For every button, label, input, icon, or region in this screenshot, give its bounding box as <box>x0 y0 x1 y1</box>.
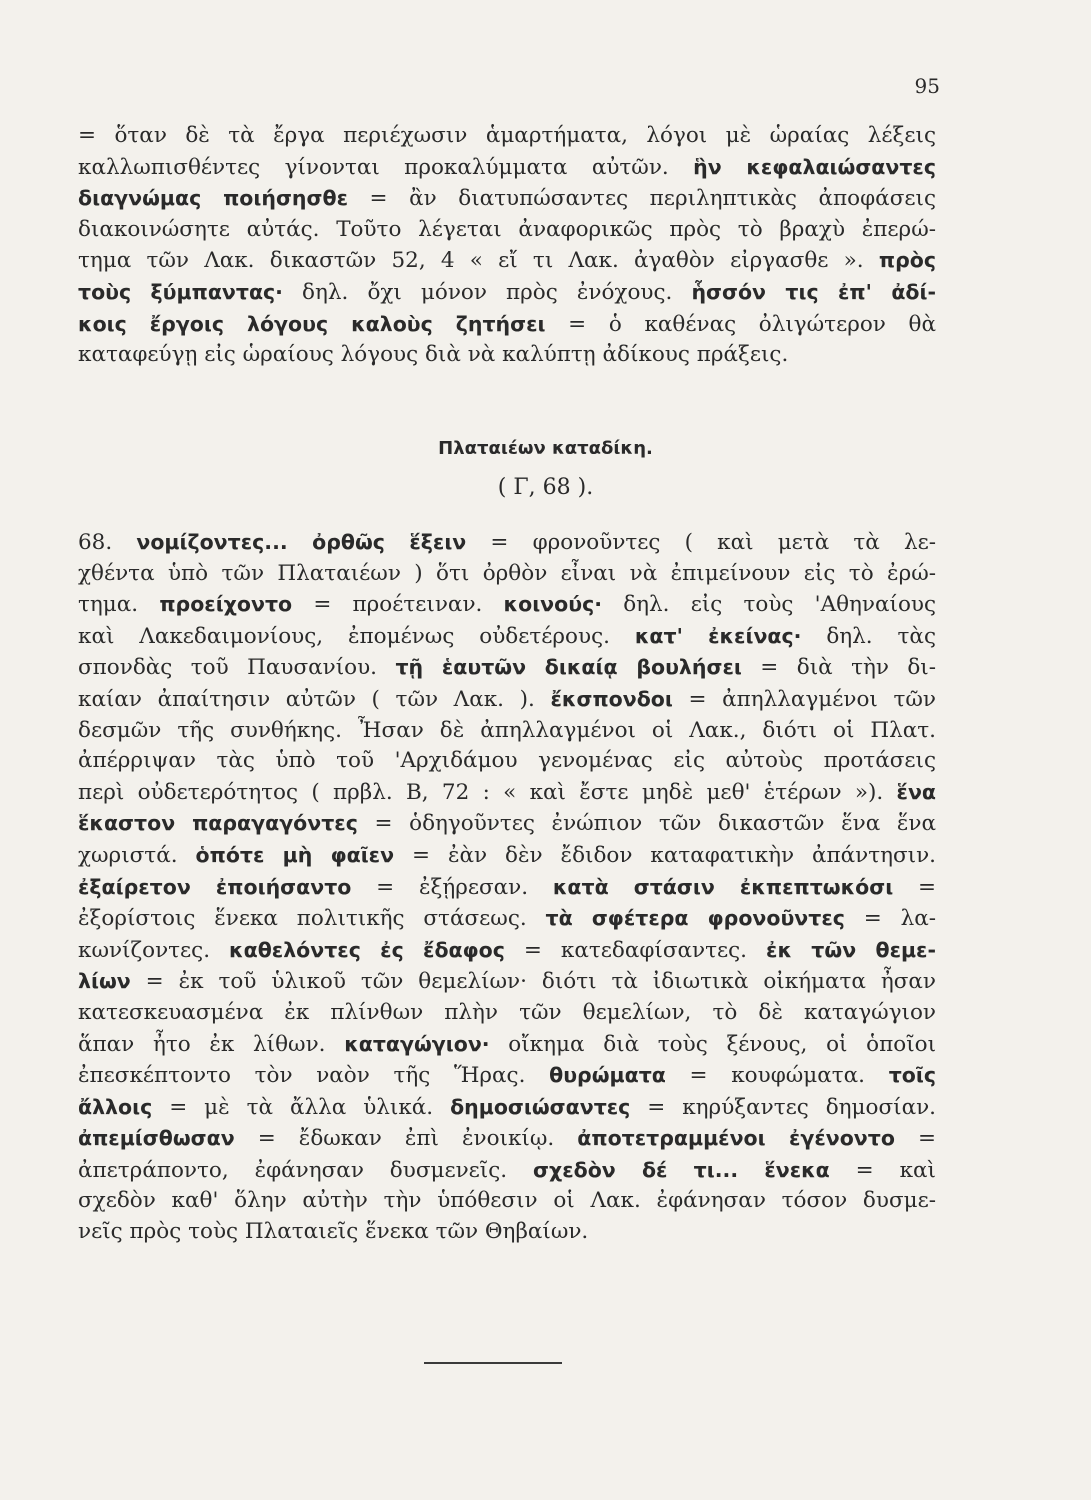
bold-lemma: ἕνα <box>896 779 936 804</box>
bold-lemma: προείχοντο <box>159 592 293 617</box>
text-run: = κατεδαφίσαντες. <box>504 937 767 963</box>
text-run: καίαν ἀπαίτησιν αὐτῶν ( τῶν Λακ. ). <box>78 686 551 712</box>
text-line <box>78 152 936 184</box>
text-run: 68. <box>78 530 137 555</box>
text-run: = ἀπηλλαγμένοι τῶν <box>672 686 936 712</box>
text-run: περὶ οὐδετερότητος ( πρβλ. Β, 72 : « καὶ ἔστε μηδὲ μεθ' ἑτέρων »). <box>78 779 897 805</box>
text-run: = ἂν διατυπώσαντες περιληπτικὰς ἀποφάσεις <box>347 186 936 212</box>
text-run: = ὁδηγοῦντες ἐνώπιον τῶν δικαστῶν ἕνα ἕνα <box>357 811 936 837</box>
text-line <box>78 121 936 152</box>
text-run: = <box>894 1126 936 1152</box>
text-line <box>78 1029 936 1061</box>
text-line <box>78 808 936 840</box>
paragraph-commentary-1 <box>78 121 936 371</box>
bold-lemma: ἀπεμίσθωσαν <box>78 1126 235 1151</box>
text-run: δηλ. τὰς <box>801 623 936 649</box>
bold-lemma: ἧσσόν τις ἐπ' ἀδί- <box>691 279 936 304</box>
text-run: τημα τῶν Λακ. δικαστῶν 52, 4 « εἴ τι Λακ. ἀγαθὸν εἰργασθε ». <box>78 248 879 274</box>
text-run: ἐπεσκέπτοντο τὸν ναὸν τῆς Ἥρας. <box>78 1063 550 1089</box>
text-run: ἀπετράποντο, ἐφάνησαν δυσμενεῖς. <box>78 1157 534 1183</box>
text-line <box>78 903 936 935</box>
bold-lemma: ἀποτετραμμένοι ἐγένοντο <box>577 1126 895 1151</box>
text-line <box>78 684 936 716</box>
bold-lemma: ἕκαστον παραγαγόντες <box>78 811 358 836</box>
text-line <box>78 840 936 872</box>
text-line <box>78 589 936 621</box>
text-line <box>78 777 936 809</box>
page-number: 95 <box>914 74 940 98</box>
text-line <box>78 527 936 559</box>
text-run: = <box>893 874 936 900</box>
text-run: = λα- <box>844 906 936 932</box>
bold-lemma: δημοσιώσαντες <box>450 1094 631 1119</box>
text-line <box>78 621 936 653</box>
text-run: = ἐξῄρεσαν. <box>351 874 553 900</box>
bold-lemma: ἔκσπονδοι <box>550 686 673 711</box>
text-run: ἐξορίστοις ἕνεκα πολιτικῆς στάσεως. <box>78 906 546 932</box>
text-run: νεῖς πρὸς τοὺς Πλαταιεῖς ἕνεκα τῶν Θηβαίων. <box>78 1219 589 1245</box>
text-line <box>78 340 936 371</box>
text-run: καὶ Λακεδαιμονίους, ἐπομένως οὐδετέρους. <box>78 623 635 649</box>
text-line <box>78 559 936 590</box>
bold-lemma: καθελόντες ἐς ἔδαφος <box>229 937 505 962</box>
text-run: δηλ. ὄχι μόνον πρὸς ἐνόχους. <box>282 279 692 305</box>
text-run: δεσμῶν τῆς συνθήκης. Ἦσαν δὲ ἀπηλλαγμένοι οἱ Λακ., διότι οἱ Πλατ. <box>78 717 936 743</box>
text-line <box>78 245 936 277</box>
text-run: = ἐκ τοῦ ὑλικοῦ τῶν θεμελίων· διότι τὰ ἰδιωτικὰ οἰκήματα ἦσαν <box>130 969 936 995</box>
text-run: τημα. <box>78 592 160 618</box>
bold-lemma: καταγώγιον· <box>344 1031 490 1056</box>
text-line <box>78 998 936 1029</box>
text-run: = προέτειναν. <box>292 592 504 618</box>
bold-lemma: κοις ἔργοις λόγους καλοὺς ζητήσει <box>78 311 546 336</box>
text-run: = διὰ τὴν δι- <box>741 655 936 681</box>
text-line <box>78 309 936 341</box>
text-run: δηλ. εἰς τοὺς 'Αθηναίους <box>602 592 936 618</box>
paragraph-commentary-68 <box>78 527 936 1248</box>
bold-lemma: ὁπότε μὴ φαῖεν <box>195 842 395 867</box>
bold-lemma: κατ' ἐκείνας· <box>634 623 802 648</box>
bold-lemma: θυρώματα <box>549 1063 666 1088</box>
text-run: καταφεύγῃ εἰς ὡραίους λόγους διὰ νὰ καλύπτῃ ἀδίκους πράξεις. <box>78 342 789 368</box>
bold-lemma: νομίζοντες... ὀρθῶς ἕξειν <box>136 530 467 554</box>
bold-lemma: ἐξαίρετον ἐποιήσαντο <box>78 874 352 899</box>
bold-lemma: ἣν κεφαλαιώσαντες <box>693 154 936 179</box>
text-run: = ὁ καθένας ὀλιγώτερον θὰ <box>545 311 936 337</box>
text-run: = μὲ τὰ ἄλλα ὑλικά. <box>152 1094 451 1120</box>
bold-lemma: ἐκ τῶν θεμε- <box>766 937 936 962</box>
text-run: κατεσκευασμένα ἐκ πλίνθων πλὴν τῶν θεμελίων, τὸ δὲ καταγώγιον <box>78 999 936 1025</box>
text-line <box>78 215 936 246</box>
text-run: = ἐὰν δὲν ἔδιδον καταφατικὴν ἀπάντησιν. <box>394 842 936 868</box>
text-run: = ἔδωκαν ἐπὶ ἐνοικίῳ. <box>234 1126 578 1152</box>
end-divider <box>424 1362 562 1364</box>
text-run: = κηρύξαντες δημοσίαν. <box>630 1094 936 1120</box>
text-run: καλλωπισθέντες γίνονται προκαλύμματα αὐτῶν. <box>78 154 694 180</box>
text-run: οἴκημα διὰ τοὺς ξένους, οἱ ὁποῖοι <box>489 1031 936 1057</box>
text-line <box>78 872 936 904</box>
bold-lemma: πρὸς <box>878 248 936 273</box>
text-run: = ὅταν δὲ τὰ ἔργα περιέχωσιν ἁμαρτήματα, λόγοι μὲ ὡραίας λέξεις <box>78 123 936 148</box>
bold-lemma: λίων <box>78 969 131 994</box>
text-run: ἀπέρριψαν τὰς ὑπὸ τοῦ 'Αρχιδάμου γενομένας εἰς αὐτοὺς προτάσεις <box>78 748 936 774</box>
bold-lemma: τοὺς ξύμπαντας· <box>78 279 283 304</box>
text-line <box>78 183 936 215</box>
text-run: κωνίζοντες. <box>78 937 230 963</box>
text-line <box>78 1092 936 1124</box>
text-run: = φρονοῦντες ( καὶ μετὰ τὰ λε- <box>466 530 936 555</box>
text-line <box>78 935 936 967</box>
text-line <box>78 1060 936 1092</box>
bold-lemma: κοινούς· <box>503 592 603 617</box>
text-run: χθέντα ὑπὸ τῶν Πλαταιέων ) ὅτι ὀρθὸν εἶναι νὰ ἐπιμείνουν εἰς τὸ ἐρώ- <box>78 560 936 586</box>
text-run: χωριστά. <box>78 842 196 868</box>
bold-lemma: τῇ ἑαυτῶν δικαίᾳ βουλήσει <box>395 655 742 680</box>
bold-lemma: τὰ σφέτερα φρονοῦντες <box>545 906 845 931</box>
bold-lemma: τοῖς <box>888 1063 936 1088</box>
text-line <box>78 746 936 777</box>
bold-lemma: διαγνώμας ποιήσησθε <box>78 186 348 211</box>
section-reference: ( Γ, 68 ). <box>497 475 594 500</box>
text-line <box>78 652 936 684</box>
section-heading: Πλαταιέων καταδίκη. <box>438 438 653 459</box>
text-line <box>78 277 936 309</box>
text-run: = καὶ <box>829 1157 936 1183</box>
text-line <box>78 1155 936 1187</box>
text-line <box>78 966 936 998</box>
text-line <box>78 1123 936 1155</box>
text-run: διακοινώσητε αὐτάς. Τοῦτο λέγεται ἀναφορικῶς πρὸς τὸ βραχὺ ἐπερώ- <box>78 216 936 242</box>
text-line <box>78 1217 936 1248</box>
bold-lemma: σχεδὸν δέ τι... ἕνεκα <box>533 1157 830 1182</box>
text-run: σχεδὸν καθ' ὅλην αὐτὴν τὴν ὑπόθεσιν οἱ Λακ. ἐφάνησαν τόσον δυσμε- <box>78 1188 936 1214</box>
bold-lemma: κατὰ στάσιν ἐκπεπτωκόσι <box>552 874 894 899</box>
text-run: σπονδὰς τοῦ Παυσανίου. <box>78 655 396 681</box>
text-run: ἅπαν ἦτο ἐκ λίθων. <box>78 1031 345 1057</box>
bold-lemma: ἄλλοις <box>78 1094 153 1119</box>
text-line <box>78 716 936 747</box>
text-run: = κουφώματα. <box>665 1063 889 1089</box>
text-line <box>78 1186 936 1217</box>
